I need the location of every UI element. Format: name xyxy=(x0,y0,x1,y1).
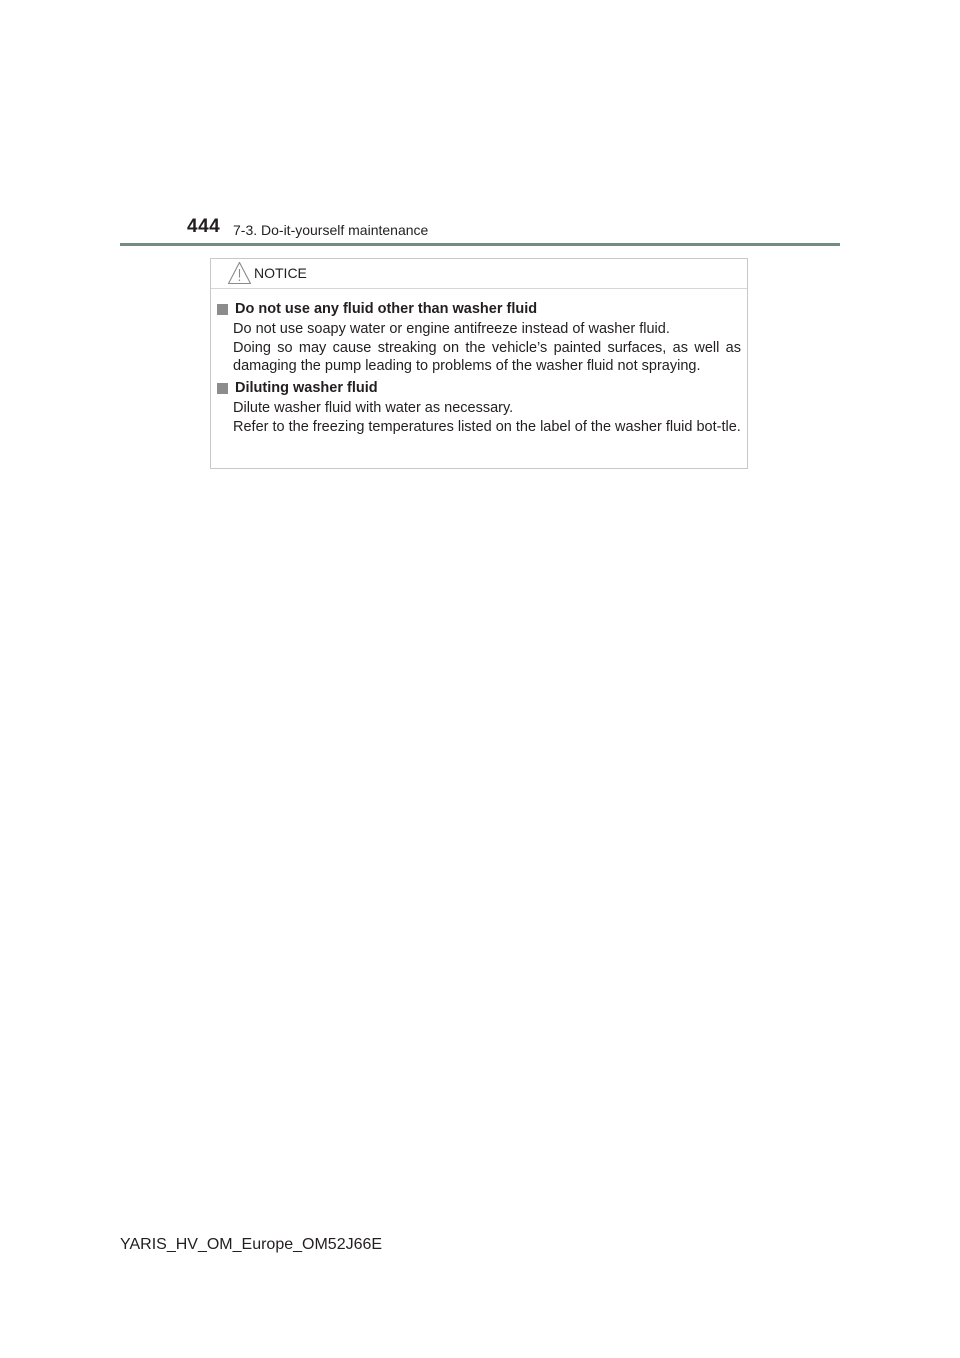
item-heading-text: Do not use any fluid other than washer fluid xyxy=(235,301,538,317)
document-code: YARIS_HV_OM_Europe_OM52J66E xyxy=(120,1236,383,1253)
item-paragraph: Refer to the freezing temperatures listed on the label of the washer fluid bot-tle. xyxy=(233,418,741,435)
item-heading-text: Diluting washer fluid xyxy=(235,380,378,396)
notice-title: NOTICE xyxy=(254,265,307,281)
item-body xyxy=(215,399,741,436)
page-number: 444 xyxy=(187,216,221,237)
warning-triangle-icon xyxy=(227,261,252,285)
square-bullet-icon xyxy=(217,304,228,315)
square-bullet-icon xyxy=(217,383,228,394)
item-paragraph: Dilute washer fluid with water as necessary. xyxy=(233,400,514,416)
notice-item xyxy=(215,300,741,376)
item-body xyxy=(215,320,741,376)
item-heading xyxy=(215,379,741,398)
item-paragraph: Doing so may cause streaking on the vehicle’s painted surfaces, as well as damaging the pump leading to problems of the washer fluid not spraying. xyxy=(233,339,741,374)
item-heading xyxy=(215,300,741,319)
notice-item xyxy=(215,379,741,436)
item-paragraph: Do not use soapy water or engine antifreeze instead of washer fluid. xyxy=(233,321,670,337)
header-divider xyxy=(120,243,840,246)
notice-header xyxy=(211,259,747,289)
notice-box xyxy=(210,258,748,469)
section-title: 7-3. Do-it-yourself maintenance xyxy=(233,222,429,238)
